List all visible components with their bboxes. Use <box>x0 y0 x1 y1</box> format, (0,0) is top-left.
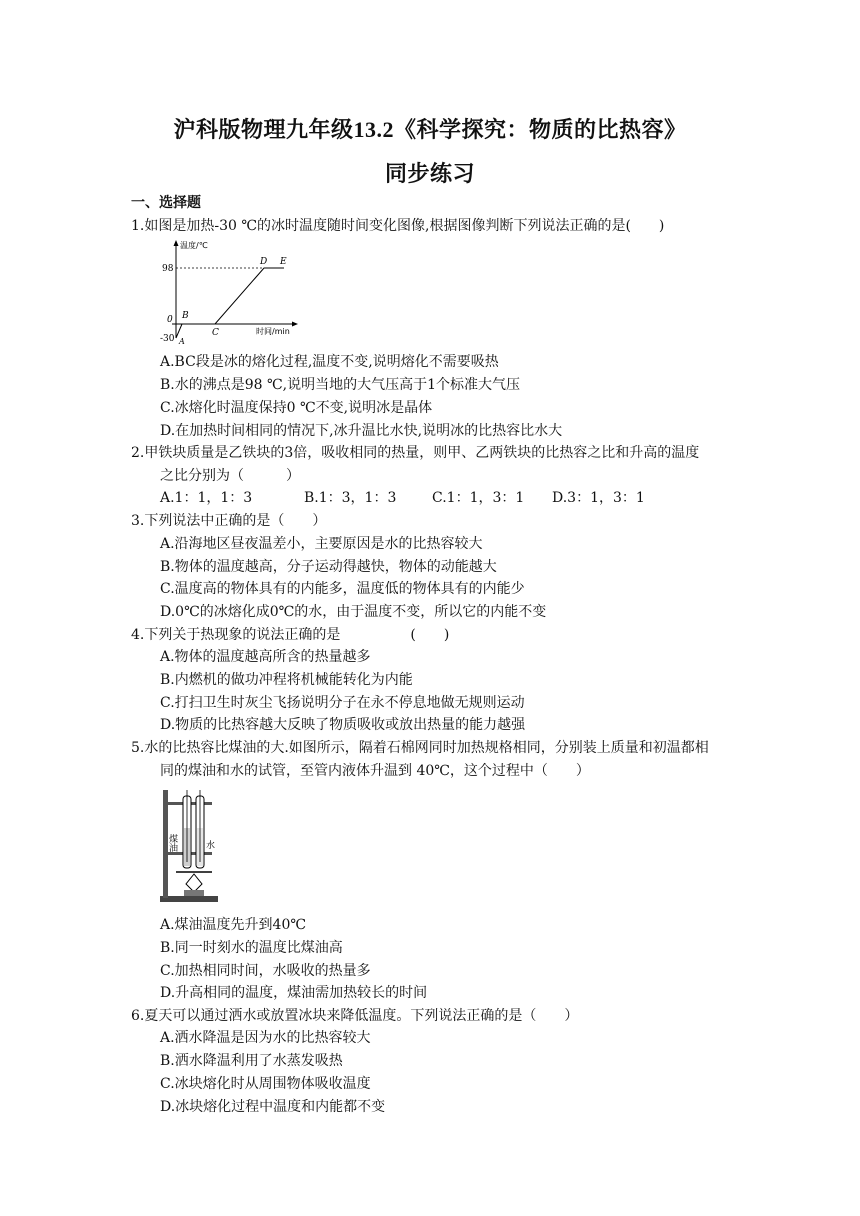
test-tube-heating-apparatus <box>158 788 220 904</box>
q4-option-d: D.物质的比热容越大反映了物质吸收或放出热量的能力越强 <box>160 717 526 733</box>
q2-option-b: B.1：3，1：3 <box>304 490 397 506</box>
q6-option-a: A.洒水降温是因为水的比热容较大 <box>160 1030 371 1046</box>
q5-option-a: A.煤油温度先升到40℃ <box>160 917 307 933</box>
q4-option-b: B.内燃机的做功冲程将机械能转化为内能 <box>160 672 413 688</box>
graph-ytick-98: 98 <box>162 264 174 274</box>
graph-ytick-neg30: -30 <box>160 334 175 344</box>
graph-ytick-0: 0 <box>167 315 173 325</box>
q2-option-c: C.1：1，3：1 <box>432 490 525 506</box>
q6-option-b: B.洒水降温利用了水蒸发吸热 <box>160 1053 343 1069</box>
apparatus-label-water: 水 <box>206 841 216 851</box>
q5-option-d: D.升高相同的温度，煤油需加热较长的时间 <box>160 985 428 1001</box>
q6-option-c: C.冰块熔化时从周围物体吸收温度 <box>160 1076 371 1092</box>
q1-option-d: D.在加热时间相同的情况下,冰升温比水快,说明冰的比热容比水大 <box>160 423 563 439</box>
graph-point-b: B <box>182 311 189 321</box>
graph-point-e: E <box>280 257 287 267</box>
question-6-stem: 6.夏天可以通过洒水或放置冰块来降低温度。下列说法正确的是（ ） <box>131 1008 579 1024</box>
graph-point-d: D <box>260 257 268 267</box>
q3-option-a: A.沿海地区昼夜温差小，主要原因是水的比热容较大 <box>160 536 483 552</box>
q1-option-a: A.BC段是冰的熔化过程,温度不变,说明熔化不需要吸热 <box>160 354 499 370</box>
graph-ylabel: 温度/℃ <box>180 241 208 250</box>
graph-point-c: C <box>212 328 219 338</box>
q5-option-b: B.同一时刻水的温度比煤油高 <box>160 940 343 956</box>
q3-option-c: C.温度高的物体具有的内能多，温度低的物体具有的内能少 <box>160 581 525 597</box>
page-subtitle: 同步练习 <box>384 161 475 186</box>
q4-option-c: C.打扫卫生时灰尘飞扬说明分子在永不停息地做无规则运动 <box>160 695 525 711</box>
question-5-stem-cont: 同的煤油和水的试管，至管内液体升温到 40℃，这个过程中（ ） <box>160 763 590 779</box>
q4-option-a: A.物体的温度越高所含的热量越多 <box>160 649 371 665</box>
q6-option-d: D.冰块熔化过程中温度和内能都不变 <box>160 1099 386 1115</box>
q3-option-d: D.0℃的冰熔化成0℃的水，由于温度不变，所以它的内能不变 <box>160 604 547 620</box>
apparatus-label-kerosene: 煤油 <box>167 834 177 852</box>
question-4-stem: 4.下列关于热现象的说法正确的是 ( ) <box>131 627 450 643</box>
question-2-stem-cont: 之比分别为（ ） <box>160 468 300 484</box>
q1-option-c: C.冰熔化时温度保持0 ℃不变,说明冰是晶体 <box>160 400 433 416</box>
q1-option-b: B.水的沸点是98 ℃,说明当地的大气压高于1个标准大气压 <box>160 377 521 393</box>
graph-point-a: A <box>179 337 185 346</box>
q2-option-a: A.1：1，1：3 <box>160 490 253 506</box>
question-3-stem: 3.下列说法中正确的是（ ） <box>131 513 327 529</box>
question-5-stem: 5.水的比热容比煤油的大.如图所示，隔着石棉网同时加热规格相同，分别装上质量和初温都相 <box>131 740 709 756</box>
page-title: 沪科版物理九年级13.2《科学探究：物质的比热容》 <box>173 117 687 142</box>
temperature-time-graph <box>160 238 300 346</box>
q2-option-d: D.3：1，3：1 <box>552 490 645 506</box>
graph-xlabel: 时间/min <box>256 327 290 336</box>
q3-option-b: B.物体的温度越高，分子运动得越快，物体的动能越大 <box>160 559 497 575</box>
section-heading: 一、选择题 <box>131 195 201 211</box>
question-1-stem: 1.如图是加热-30 ℃的冰时温度随时间变化图像,根据图像判断下列说法正确的是( ) <box>131 218 665 234</box>
q5-option-c: C.加热相同时间，水吸收的热量多 <box>160 963 371 979</box>
question-2-stem: 2.甲铁块质量是乙铁块的3倍，吸收相同的热量，则甲、乙两铁块的比热容之比和升高的温度 <box>131 445 700 461</box>
